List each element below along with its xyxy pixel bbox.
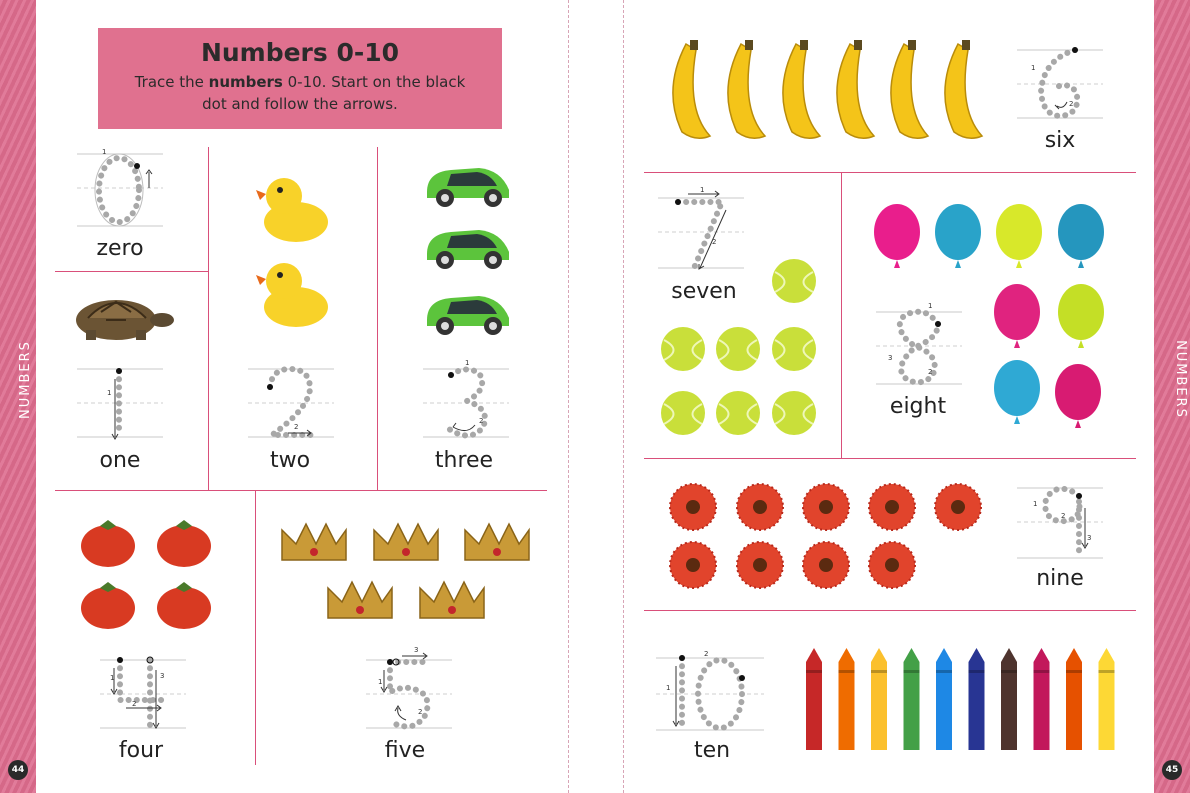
word-eight: eight <box>889 394 947 419</box>
balloon-image <box>872 202 922 276</box>
flower-image <box>867 540 917 590</box>
divider <box>644 610 1136 611</box>
svg-text:2: 2 <box>418 708 423 716</box>
digit-0-trace[interactable] <box>77 150 165 230</box>
title-banner <box>98 28 502 129</box>
svg-text:2: 2 <box>704 650 709 658</box>
flower-image <box>933 482 983 532</box>
svg-text:1: 1 <box>1031 64 1036 72</box>
crayon-image <box>904 648 920 750</box>
balloon-image <box>994 202 1044 276</box>
svg-text:1: 1 <box>378 678 383 686</box>
svg-text:2: 2 <box>712 238 717 246</box>
divider <box>644 172 1136 173</box>
tennis-ball-image <box>771 390 817 436</box>
svg-text:1: 1 <box>110 674 115 682</box>
word-ten: ten <box>693 738 731 763</box>
svg-text:3: 3 <box>1087 534 1092 542</box>
svg-text:1: 1 <box>700 186 705 194</box>
crayon-image <box>1034 648 1050 750</box>
word-five: five <box>384 738 426 763</box>
balloon-image <box>1053 362 1103 436</box>
crayon-image <box>1001 648 1017 750</box>
divider <box>377 147 378 490</box>
digit-4-trace[interactable] <box>100 656 188 736</box>
balloon-image <box>933 202 983 276</box>
banana-image <box>766 40 824 144</box>
svg-text:3: 3 <box>888 354 893 362</box>
tennis-ball-image <box>660 326 706 372</box>
word-six: six <box>1044 128 1076 153</box>
svg-text:2: 2 <box>132 700 137 708</box>
word-three: three <box>434 448 494 473</box>
digit-7-trace[interactable] <box>658 188 746 272</box>
digit-1-trace[interactable] <box>77 365 165 445</box>
tennis-ball-image <box>660 390 706 436</box>
svg-text:2: 2 <box>294 423 299 431</box>
toy-car-image <box>421 160 513 210</box>
right-spine-label: NUMBERS <box>1172 340 1188 419</box>
word-nine: nine <box>1036 566 1084 591</box>
word-one: one <box>99 448 141 473</box>
svg-text:1: 1 <box>666 684 671 692</box>
crayon-image <box>969 648 985 750</box>
flower-image <box>801 482 851 532</box>
svg-text:2: 2 <box>928 368 933 376</box>
crayon-group <box>800 644 1124 756</box>
svg-text:1: 1 <box>465 359 470 367</box>
flower-image <box>668 540 718 590</box>
tennis-ball-image <box>715 390 761 436</box>
page-number-left: 44 <box>8 760 28 780</box>
crown-image <box>461 520 533 566</box>
left-spine-label: NUMBERS <box>17 340 33 419</box>
instruction-keyword: numbers <box>208 73 283 91</box>
crayon-image <box>936 648 952 750</box>
balloon-image <box>992 358 1042 432</box>
svg-text:3: 3 <box>414 646 419 654</box>
page-gutter-left <box>568 0 569 793</box>
crayon-image <box>1066 648 1082 750</box>
svg-text:1: 1 <box>1033 500 1038 508</box>
digit-6-trace[interactable] <box>1017 46 1105 126</box>
toy-car-image <box>421 222 513 272</box>
duck-image <box>256 255 332 331</box>
flower-image <box>668 482 718 532</box>
divider <box>255 490 256 765</box>
flower-image <box>735 540 785 590</box>
word-four: four <box>118 738 164 763</box>
word-two: two <box>269 448 311 473</box>
divider <box>55 490 547 491</box>
instructions: Trace the numbers 0-10. Start on the black dot and follow the arrows. <box>134 73 466 113</box>
divider <box>55 271 208 272</box>
toy-car-image <box>421 288 513 338</box>
crown-image <box>278 520 350 566</box>
svg-text:3: 3 <box>160 672 165 680</box>
page-title: Numbers 0-10 <box>200 38 400 67</box>
tennis-ball-image <box>715 326 761 372</box>
digit-10-trace[interactable] <box>656 650 766 736</box>
tomato-image <box>80 578 136 630</box>
digit-9-trace[interactable] <box>1017 482 1105 566</box>
duck-image <box>256 170 332 246</box>
flower-image <box>801 540 851 590</box>
balloon-image <box>1056 282 1106 356</box>
tortoise-image <box>66 290 178 350</box>
crayon-image <box>839 648 855 750</box>
page-number-right: 45 <box>1162 760 1182 780</box>
crayon-image <box>1099 648 1115 750</box>
crown-image <box>416 578 488 624</box>
svg-text:2: 2 <box>1069 100 1074 108</box>
divider <box>208 147 209 490</box>
svg-text:2: 2 <box>479 417 484 425</box>
tennis-ball-image <box>771 326 817 372</box>
svg-text:2: 2 <box>1061 512 1066 520</box>
flower-image <box>735 482 785 532</box>
tomato-image <box>156 578 212 630</box>
digit-2-trace[interactable] <box>248 365 336 445</box>
banana-image <box>711 40 769 144</box>
divider <box>644 458 1136 459</box>
crown-image <box>370 520 442 566</box>
balloon-image <box>1056 202 1106 276</box>
svg-text:1: 1 <box>107 389 112 397</box>
svg-text:1: 1 <box>928 302 933 310</box>
banana-image <box>656 40 714 144</box>
digit-5-trace[interactable] <box>366 646 454 736</box>
svg-text:1: 1 <box>102 148 107 156</box>
banana-image <box>820 40 878 144</box>
word-zero: zero <box>96 236 144 261</box>
tennis-ball-image <box>771 258 817 304</box>
divider <box>841 172 842 458</box>
tomato-image <box>80 516 136 568</box>
digit-3-trace[interactable] <box>423 359 511 445</box>
crayon-image <box>806 648 822 750</box>
crown-image <box>324 578 396 624</box>
tomato-image <box>156 516 212 568</box>
flower-image <box>867 482 917 532</box>
digit-8-trace[interactable] <box>876 302 964 388</box>
banana-image <box>928 40 986 144</box>
banana-image <box>874 40 932 144</box>
balloon-image <box>992 282 1042 356</box>
crayon-image <box>871 648 887 750</box>
page-gutter-right <box>623 0 624 793</box>
word-seven: seven <box>671 279 737 304</box>
